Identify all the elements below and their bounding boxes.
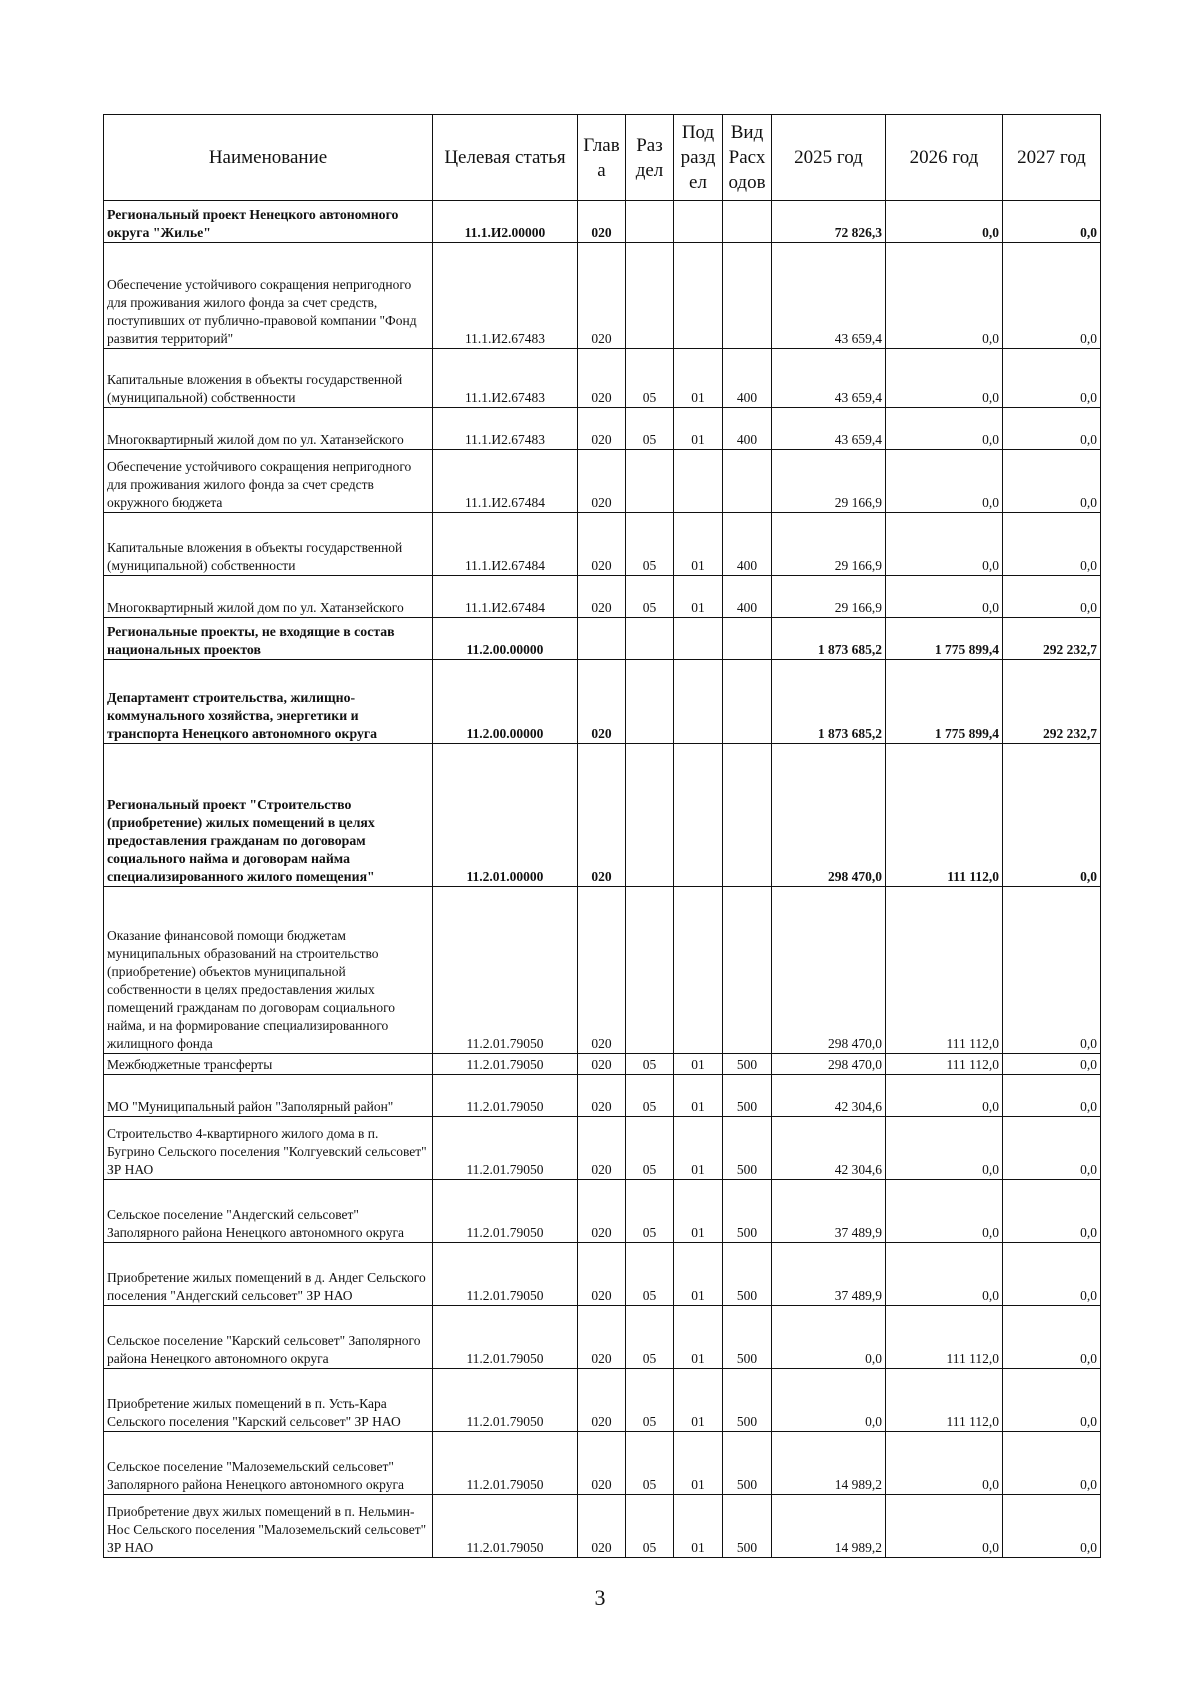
cell-2025: 43 659,4: [772, 349, 886, 408]
cell-2027: 0,0: [1003, 349, 1101, 408]
table-row: [104, 243, 1101, 349]
table-row: [104, 201, 1101, 243]
cell-name: Приобретение жилых помещений в д. Андег Сельского поселения "Андегский сельсовет" ЗР НАО: [104, 1243, 433, 1306]
cell-2026: 1 775 899,4: [886, 660, 1003, 744]
cell-2027: 292 232,7: [1003, 660, 1101, 744]
table-row: [104, 1306, 1101, 1369]
cell-section: [626, 660, 674, 744]
cell-2027: 0,0: [1003, 513, 1101, 576]
cell-2025: 1 873 685,2: [772, 618, 886, 660]
cell-name: Сельское поселение "Малоземельский сельсовет" Заполярного района Ненецкого автономного округа: [104, 1432, 433, 1495]
cell-section: [626, 618, 674, 660]
cell-2027: 0,0: [1003, 1306, 1101, 1369]
cell-2026: 111 112,0: [886, 1054, 1003, 1075]
cell-2026: 0,0: [886, 349, 1003, 408]
cell-article: 11.1.И2.67484: [433, 513, 578, 576]
cell-2027: 0,0: [1003, 1243, 1101, 1306]
cell-section: 05: [626, 1306, 674, 1369]
table-row: [104, 744, 1101, 887]
cell-article: 11.1.И2.67483: [433, 349, 578, 408]
cell-subsection: [674, 887, 723, 1054]
cell-subsection: [674, 201, 723, 243]
header-chapter: Глав а: [578, 115, 626, 201]
cell-expense-type: [723, 201, 772, 243]
cell-section: 05: [626, 1054, 674, 1075]
cell-expense-type: 500: [723, 1369, 772, 1432]
cell-subsection: [674, 660, 723, 744]
cell-2025: 37 489,9: [772, 1243, 886, 1306]
cell-2027: 0,0: [1003, 243, 1101, 349]
cell-section: [626, 243, 674, 349]
table-row: [104, 349, 1101, 408]
cell-subsection: 01: [674, 1075, 723, 1117]
cell-2025: 43 659,4: [772, 243, 886, 349]
cell-chapter: 020: [578, 1495, 626, 1558]
cell-chapter: 020: [578, 450, 626, 513]
cell-name: Приобретение двух жилых помещений в п. Нельмин-Нос Сельского поселения "Малоземельский сельсовет" ЗР НАО: [104, 1495, 433, 1558]
cell-2026: 111 112,0: [886, 744, 1003, 887]
cell-name: Капитальные вложения в объекты государственной (муниципальной) собственности: [104, 349, 433, 408]
cell-2025: 298 470,0: [772, 887, 886, 1054]
cell-section: 05: [626, 1432, 674, 1495]
cell-expense-type: 500: [723, 1243, 772, 1306]
cell-article: 11.2.01.79050: [433, 1054, 578, 1075]
cell-subsection: [674, 618, 723, 660]
cell-2027: 0,0: [1003, 1075, 1101, 1117]
table-row: [104, 887, 1101, 1054]
table-row: [104, 1243, 1101, 1306]
cell-section: 05: [626, 576, 674, 618]
cell-chapter: 020: [578, 408, 626, 450]
table-row: [104, 660, 1101, 744]
table-row: [104, 576, 1101, 618]
cell-chapter: 020: [578, 1117, 626, 1180]
cell-2025: 43 659,4: [772, 408, 886, 450]
cell-name: Капитальные вложения в объекты государственной (муниципальной) собственности: [104, 513, 433, 576]
cell-subsection: 01: [674, 1243, 723, 1306]
cell-2026: 0,0: [886, 1243, 1003, 1306]
cell-subsection: 01: [674, 1306, 723, 1369]
cell-2026: 0,0: [886, 576, 1003, 618]
cell-2027: 0,0: [1003, 201, 1101, 243]
header-2026: 2026 год: [886, 115, 1003, 201]
cell-2027: 0,0: [1003, 887, 1101, 1054]
cell-chapter: 020: [578, 513, 626, 576]
cell-2025: 14 989,2: [772, 1495, 886, 1558]
cell-2025: 14 989,2: [772, 1432, 886, 1495]
header-2025: 2025 год: [772, 115, 886, 201]
cell-article: 11.2.01.79050: [433, 887, 578, 1054]
cell-section: [626, 450, 674, 513]
cell-section: 05: [626, 1075, 674, 1117]
cell-section: 05: [626, 349, 674, 408]
cell-subsection: 01: [674, 349, 723, 408]
cell-2026: 111 112,0: [886, 887, 1003, 1054]
cell-subsection: [674, 744, 723, 887]
cell-2026: 0,0: [886, 408, 1003, 450]
table-row: [104, 1180, 1101, 1243]
cell-name: Региональный проект "Строительство (приобретение) жилых помещений в целях предоставления гражданам по договорам социального найма и договорам найма специализированного жилого помещения": [104, 744, 433, 887]
cell-2026: 0,0: [886, 1432, 1003, 1495]
cell-chapter: 020: [578, 349, 626, 408]
table-body: [104, 201, 1101, 1558]
cell-article: 11.1.И2.67483: [433, 243, 578, 349]
cell-expense-type: [723, 887, 772, 1054]
cell-chapter: 020: [578, 576, 626, 618]
cell-expense-type: [723, 660, 772, 744]
cell-section: 05: [626, 408, 674, 450]
cell-chapter: 020: [578, 660, 626, 744]
cell-section: [626, 201, 674, 243]
cell-2025: 42 304,6: [772, 1075, 886, 1117]
table-row: [104, 1369, 1101, 1432]
cell-2026: 0,0: [886, 1117, 1003, 1180]
cell-article: 11.2.01.79050: [433, 1306, 578, 1369]
cell-article: 11.2.01.79050: [433, 1117, 578, 1180]
header-section: Раз дел: [626, 115, 674, 201]
cell-subsection: 01: [674, 576, 723, 618]
cell-2026: 111 112,0: [886, 1306, 1003, 1369]
cell-name: Сельское поселение "Карский сельсовет" Заполярного района Ненецкого автономного округа: [104, 1306, 433, 1369]
cell-section: 05: [626, 513, 674, 576]
page-number: 3: [594, 1585, 606, 1610]
cell-name: Многоквартирный жилой дом по ул. Хатанзейского: [104, 408, 433, 450]
cell-2026: 0,0: [886, 201, 1003, 243]
cell-2025: 72 826,3: [772, 201, 886, 243]
cell-2027: 292 232,7: [1003, 618, 1101, 660]
cell-article: 11.2.01.79050: [433, 1243, 578, 1306]
cell-article: 11.2.01.00000: [433, 744, 578, 887]
cell-section: [626, 744, 674, 887]
cell-expense-type: 500: [723, 1054, 772, 1075]
cell-expense-type: 500: [723, 1432, 772, 1495]
cell-chapter: 020: [578, 1054, 626, 1075]
cell-2026: 0,0: [886, 1495, 1003, 1558]
table-row: [104, 1432, 1101, 1495]
cell-article: 11.2.00.00000: [433, 660, 578, 744]
cell-expense-type: [723, 450, 772, 513]
cell-expense-type: 400: [723, 408, 772, 450]
cell-subsection: 01: [674, 1432, 723, 1495]
header-subsection: Под разд ел: [674, 115, 723, 201]
cell-name: Региональный проект Ненецкого автономного округа "Жилье": [104, 201, 433, 243]
cell-name: Многоквартирный жилой дом по ул. Хатанзейского: [104, 576, 433, 618]
cell-chapter: 020: [578, 1369, 626, 1432]
cell-2026: 0,0: [886, 1075, 1003, 1117]
table-row: [104, 1054, 1101, 1075]
cell-2026: 1 775 899,4: [886, 618, 1003, 660]
header-name: Наименование: [104, 115, 433, 201]
cell-2025: 37 489,9: [772, 1180, 886, 1243]
cell-name: Обеспечение устойчивого сокращения непригодного для проживания жилого фонда за счет средств окружного бюджета: [104, 450, 433, 513]
cell-expense-type: [723, 618, 772, 660]
cell-2027: 0,0: [1003, 744, 1101, 887]
cell-section: [626, 887, 674, 1054]
cell-name: Оказание финансовой помощи бюджетам муниципальных образований на строительство (приобретение) объектов муниципальной собственности в целях предоставления жилых помещений гражданам по договорам социального найма, и на формирование специализированного жилищного фонда: [104, 887, 433, 1054]
cell-2027: 0,0: [1003, 1495, 1101, 1558]
cell-chapter: 020: [578, 243, 626, 349]
cell-subsection: 01: [674, 408, 723, 450]
cell-name: Строительство 4-квартирного жилого дома в п. Бугрино Сельского поселения "Колгуевский сельсовет" ЗР НАО: [104, 1117, 433, 1180]
header-expense-type: Вид Расх одов: [723, 115, 772, 201]
header-article: Целевая статья: [433, 115, 578, 201]
cell-chapter: 020: [578, 1243, 626, 1306]
cell-chapter: 020: [578, 201, 626, 243]
cell-expense-type: 400: [723, 349, 772, 408]
cell-2027: 0,0: [1003, 450, 1101, 513]
cell-subsection: [674, 450, 723, 513]
cell-article: 11.2.01.79050: [433, 1432, 578, 1495]
cell-chapter: 020: [578, 1306, 626, 1369]
cell-2027: 0,0: [1003, 1369, 1101, 1432]
cell-name: Департамент строительства, жилищно-коммунального хозяйства, энергетики и транспорта Ненецкого автономного округа: [104, 660, 433, 744]
cell-subsection: 01: [674, 1117, 723, 1180]
cell-expense-type: 500: [723, 1180, 772, 1243]
cell-section: 05: [626, 1369, 674, 1432]
table-row: [104, 1117, 1101, 1180]
table-row: [104, 450, 1101, 513]
cell-2025: 1 873 685,2: [772, 660, 886, 744]
cell-2027: 0,0: [1003, 1054, 1101, 1075]
table-row: [104, 1075, 1101, 1117]
cell-name: Приобретение жилых помещений в п. Усть-Кара Сельского поселения "Карский сельсовет" ЗР НАО: [104, 1369, 433, 1432]
cell-2025: 298 470,0: [772, 1054, 886, 1075]
cell-2025: 29 166,9: [772, 513, 886, 576]
cell-name: МО "Муниципальный район "Заполярный район": [104, 1075, 433, 1117]
cell-chapter: 020: [578, 1180, 626, 1243]
cell-expense-type: 500: [723, 1495, 772, 1558]
cell-article: 11.2.01.79050: [433, 1075, 578, 1117]
cell-section: 05: [626, 1117, 674, 1180]
cell-subsection: 01: [674, 513, 723, 576]
header-2027: 2027 год: [1003, 115, 1101, 201]
cell-name: Региональные проекты, не входящие в состав национальных проектов: [104, 618, 433, 660]
cell-subsection: 01: [674, 1054, 723, 1075]
cell-2026: 0,0: [886, 513, 1003, 576]
cell-expense-type: 400: [723, 513, 772, 576]
cell-2027: 0,0: [1003, 1117, 1101, 1180]
cell-2025: 0,0: [772, 1306, 886, 1369]
cell-2027: 0,0: [1003, 576, 1101, 618]
cell-subsection: [674, 243, 723, 349]
cell-article: 11.1.И2.67483: [433, 408, 578, 450]
cell-name: Обеспечение устойчивого сокращения непригодного для проживания жилого фонда за счет средств, поступивших от публично-правовой компании "Фонд развития территорий": [104, 243, 433, 349]
cell-2027: 0,0: [1003, 1432, 1101, 1495]
cell-chapter: 020: [578, 1432, 626, 1495]
cell-chapter: 020: [578, 1075, 626, 1117]
cell-2025: 42 304,6: [772, 1117, 886, 1180]
table-row: [104, 408, 1101, 450]
cell-2026: 0,0: [886, 1180, 1003, 1243]
cell-2025: 298 470,0: [772, 744, 886, 887]
cell-chapter: 020: [578, 744, 626, 887]
cell-expense-type: 500: [723, 1075, 772, 1117]
cell-expense-type: 500: [723, 1306, 772, 1369]
cell-article: 11.2.01.79050: [433, 1369, 578, 1432]
cell-subsection: 01: [674, 1495, 723, 1558]
table-header-row: [104, 115, 1101, 201]
cell-chapter: [578, 618, 626, 660]
cell-article: 11.2.01.79050: [433, 1495, 578, 1558]
cell-2026: 0,0: [886, 450, 1003, 513]
cell-section: 05: [626, 1180, 674, 1243]
cell-2025: 0,0: [772, 1369, 886, 1432]
table-row: [104, 513, 1101, 576]
cell-section: 05: [626, 1495, 674, 1558]
cell-name: Межбюджетные трансферты: [104, 1054, 433, 1075]
cell-expense-type: 500: [723, 1117, 772, 1180]
cell-expense-type: [723, 243, 772, 349]
cell-name: Сельское поселение "Андегский сельсовет" Заполярного района Ненецкого автономного округа: [104, 1180, 433, 1243]
cell-section: 05: [626, 1243, 674, 1306]
cell-2026: 0,0: [886, 243, 1003, 349]
cell-2025: 29 166,9: [772, 576, 886, 618]
cell-article: 11.1.И2.67484: [433, 576, 578, 618]
budget-table: [103, 114, 1101, 1558]
cell-article: 11.1.И2.00000: [433, 201, 578, 243]
cell-2027: 0,0: [1003, 1180, 1101, 1243]
cell-subsection: 01: [674, 1180, 723, 1243]
cell-subsection: 01: [674, 1369, 723, 1432]
cell-2027: 0,0: [1003, 408, 1101, 450]
table-row: [104, 1495, 1101, 1558]
cell-article: 11.2.01.79050: [433, 1180, 578, 1243]
cell-article: 11.2.00.00000: [433, 618, 578, 660]
cell-2026: 111 112,0: [886, 1369, 1003, 1432]
cell-2025: 29 166,9: [772, 450, 886, 513]
table-row: [104, 618, 1101, 660]
cell-expense-type: [723, 744, 772, 887]
cell-chapter: 020: [578, 887, 626, 1054]
cell-article: 11.1.И2.67484: [433, 450, 578, 513]
cell-expense-type: 400: [723, 576, 772, 618]
